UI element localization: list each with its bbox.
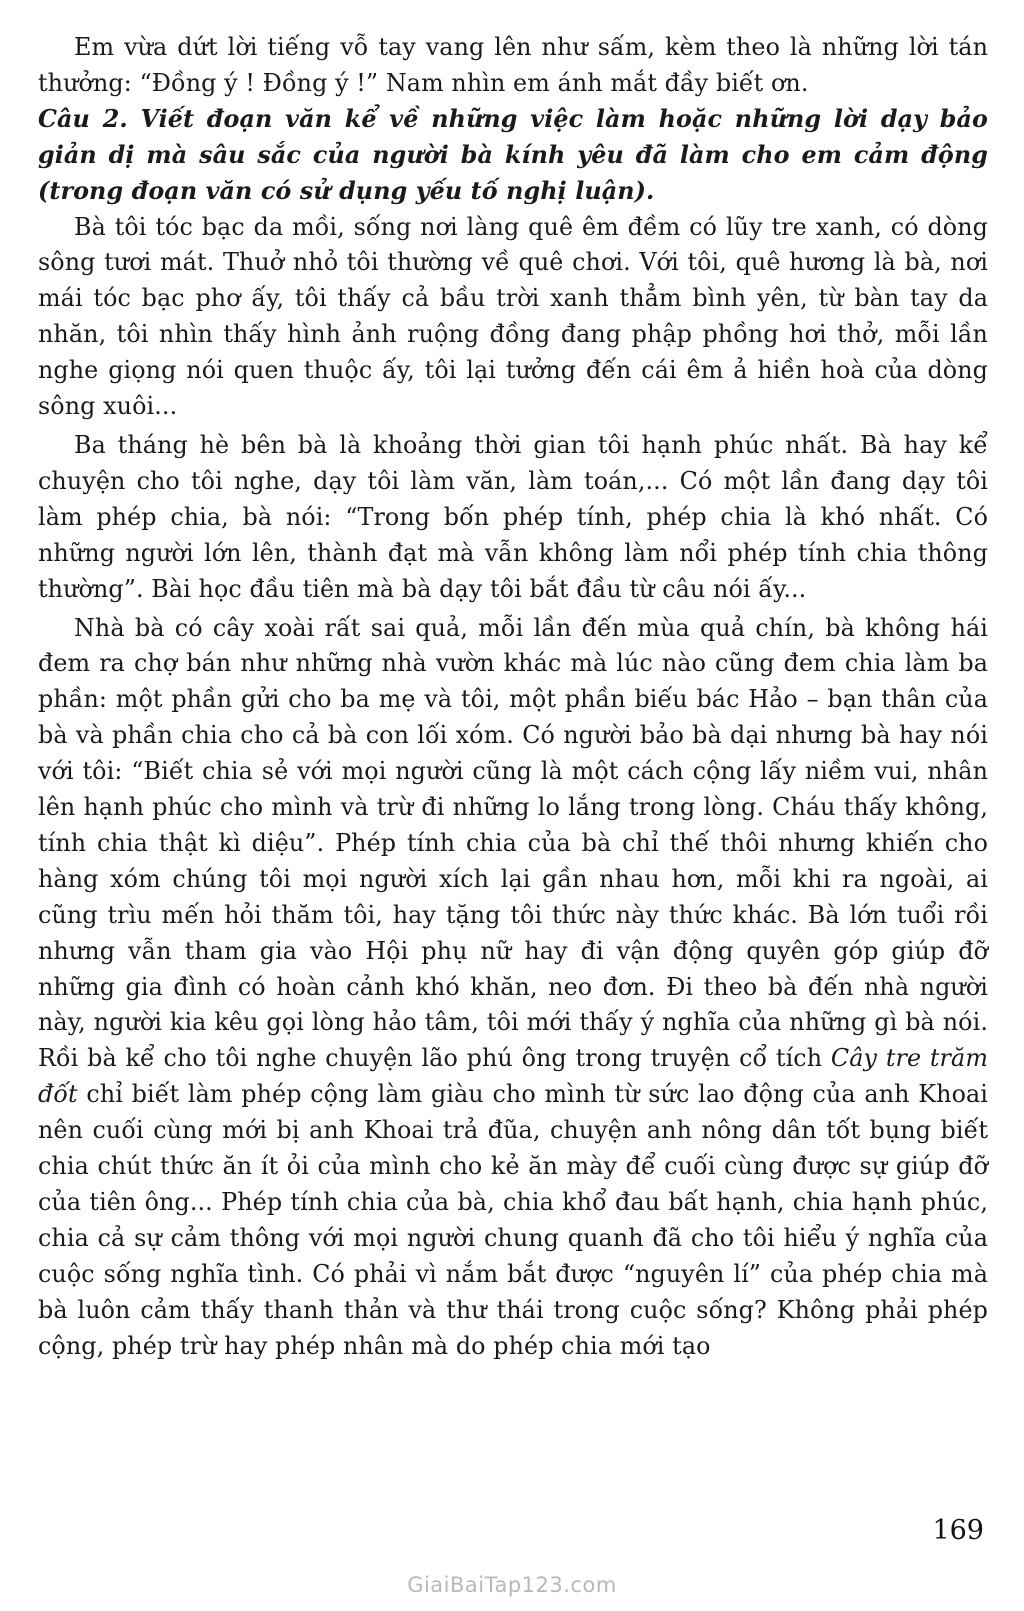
- question-heading: Câu 2. Viết đoạn văn kể về những việc làm hoặc những lời dạy bảo giản dị mà sâu sắc của người bà kính yêu đã làm cho em cảm động (trong đoạn văn có sử dụng yếu tố nghị luận).: [38, 104, 988, 205]
- watermark: GiaiBaiTap123.com: [407, 1573, 617, 1597]
- page-number: 169: [932, 1515, 984, 1546]
- paragraph-1: Bà tôi tóc bạc da mồi, sống nơi làng quê êm đềm có lũy tre xanh, có dòng sông tươi mát. Thuở nhỏ tôi thường về quê chơi. Với tôi, quê hương là bà, nơi mái tóc bạc phơ ấy, tôi thấy cả bầu trời xanh thẳm bình yên, từ bàn tay da nhăn, tôi nhìn thấy hình ảnh ruộng đồng đang phập phồng hơi thở, mỗi lần nghe giọng nói quen thuộc ấy, tôi lại tưởng đến cái êm ả hiền hoà của dòng sông xuôi...: [38, 212, 988, 421]
- paragraph-3-part2: chỉ biết làm phép cộng làm giàu cho mình từ sức lao động của anh Khoai nên cuối cùng mới bị anh Khoai trả đũa, chuyện anh nông dân tốt bụng biết chia chút thức ăn ít ỏi của mình cho kẻ ăn mày để cuối cùng được sự giúp đỡ của tiên ông... Phép tính chia của bà, chia khổ đau bất hạnh, chia hạnh phúc, chia cả sự cảm thông với mọi người chung quanh đã cho tôi hiểu ý nghĩa của cuộc sống nghĩa tình. Có phải vì nắm bắt được “nguyên lí” của phép chia mà bà luôn cảm thấy thanh thản và thư thái trong cuộc sống? Không phải phép cộng, phép trừ hay phép nhân mà do phép chia mới tạo: [38, 1080, 988, 1360]
- paragraph-2: Ba tháng hè bên bà là khoảng thời gian tôi hạnh phúc nhất. Bà hay kể chuyện cho tôi nghe, dạy tôi làm văn, làm toán,... Có một lần đang dạy tôi làm phép chia, bà nói: “Trong bốn phép tính, phép chia là khó nhất. Có những người lớn lên, thành đạt mà vẫn không làm nổi phép tính chia thông thường”. Bài học đầu tiên mà bà dạy tôi bắt đầu từ câu nói ấy...: [38, 430, 988, 603]
- paragraph-3: [38, 611, 988, 1365]
- document-page: [38, 30, 988, 1365]
- story-title: Cây tre trăm đốt: [38, 1044, 988, 1109]
- intro-paragraph: Em vừa dứt lời tiếng vỗ tay vang lên như sấm, kèm theo là những lời tán thưởng: “Đồng ý ! Đồng ý !” Nam nhìn em ánh mắt đầy biết ơn.: [38, 33, 988, 97]
- paragraph-3-part1: Nhà bà có cây xoài rất sai quả, mỗi lần đến mùa quả chín, bà không hái đem ra chợ bán như những nhà vườn khác mà lúc nào cũng đem chia làm ba phần: một phần gửi cho ba mẹ và tôi, một phần biếu bác Hảo – bạn thân của bà và phần chia cho cả bà con lối xóm. Có người bảo bà dại nhưng bà hay nói với tôi: “Biết chia sẻ với mọi người cũng là một cách cộng lấy niềm vui, nhân lên hạnh phúc cho mình và trừ đi những lo lắng trong lòng. Cháu thấy không, tính chia thật kì diệu”. Phép tính chia của bà chỉ thế thôi nhưng khiến cho hàng xóm chúng tôi mọi người xích lại gần nhau hơn, mỗi khi ra ngoài, ai cũng trìu mến hỏi thăm tôi, hay tặng tôi thức này thức khác. Bà lớn tuổi rồi nhưng vẫn tham gia vào Hội phụ nữ hay đi vận động quyên góp giúp đỡ những gia đình có hoàn cảnh khó khăn, neo đơn. Đi theo bà đến nhà người này, người kia kêu gọi lòng hảo tâm, tôi mới thấy ý nghĩa của những gì bà nói. Rồi bà kể cho tôi nghe chuyện lão phú ông trong truyện cổ tích: [38, 613, 988, 1073]
